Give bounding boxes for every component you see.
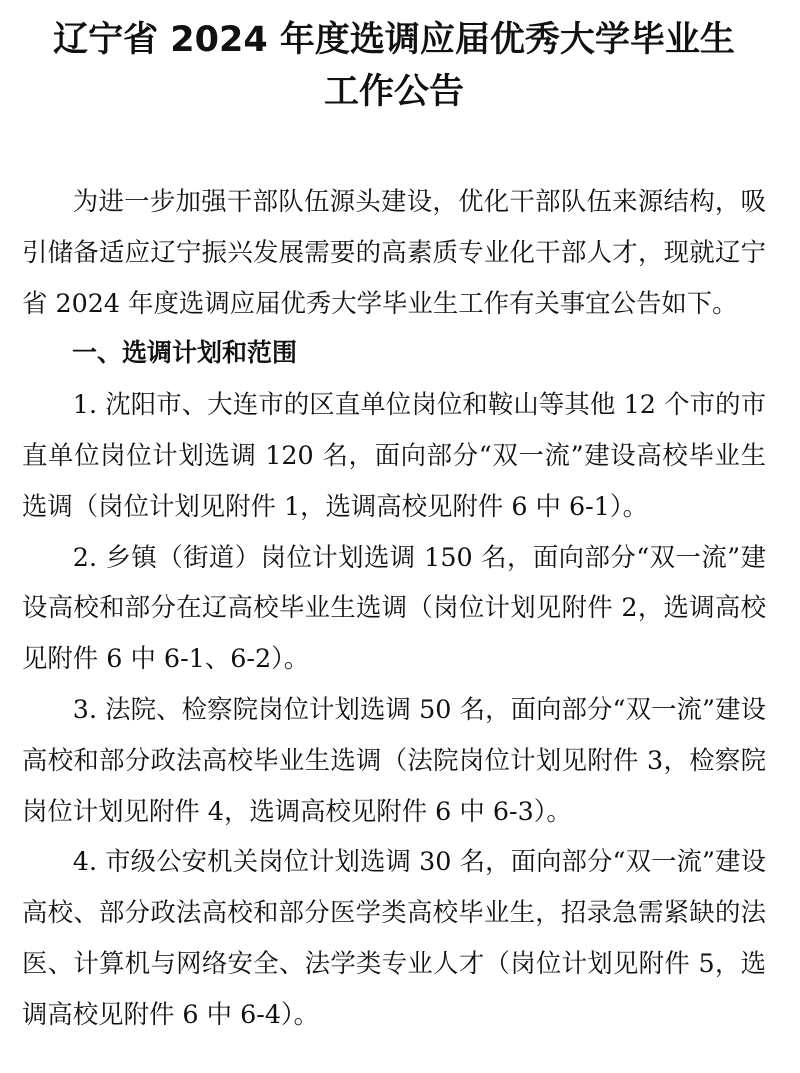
plan-item-2: 2. 乡镇（街道）岗位计划选调 150 名，面向部分“双一流”建设高校和部分在辽高校毕业生选调（岗位计划见附件 2，选调高校见附件 6 中 6-1、6-2）。 <box>22 541 766 674</box>
title-line-1: 辽宁省 2024 年度选调应届优秀大学毕业生 <box>53 20 735 60</box>
intro-paragraph: 为进一步加强干部队伍源头建设，优化干部队伍来源结构，吸引储备适应辽宁振兴发展需要的高素质专业化干部人才，现就辽宁省 2024 年度选调应届优秀大学毕业生工作有关事宜公告如下。 <box>22 186 766 318</box>
document-title <box>22 14 766 118</box>
section-heading-1: 一、选调计划和范围 <box>72 338 298 368</box>
plan-item-1: 1. 沈阳市、大连市的区直单位岗位和鞍山等其他 12 个市的市直单位岗位计划选调 120 名，面向部分“双一流”建设高校毕业生选调（岗位计划见附件 1，选调高校见附件 6 中 6-1）。 <box>22 389 766 521</box>
plan-item-3: 3. 法院、检察院岗位计划选调 50 名，面向部分“双一流”建设高校和部分政法高校毕业生选调（法院岗位计划见附件 3，检察院岗位计划见附件 4，选调高校见附件 6 中 6-3）。 <box>22 693 766 826</box>
title-line-2: 工作公告 <box>323 72 464 112</box>
plan-item-4: 4. 市级公安机关岗位计划选调 30 名，面向部分“双一流”建设高校、部分政法高校和部分医学类高校毕业生，招录急需紧缺的法医、计算机与网络安全、法学类专业人才（岗位计划见附件 5，选调高校见附件 6 中 6-4）。 <box>22 846 766 1029</box>
document-body <box>22 176 766 1040</box>
